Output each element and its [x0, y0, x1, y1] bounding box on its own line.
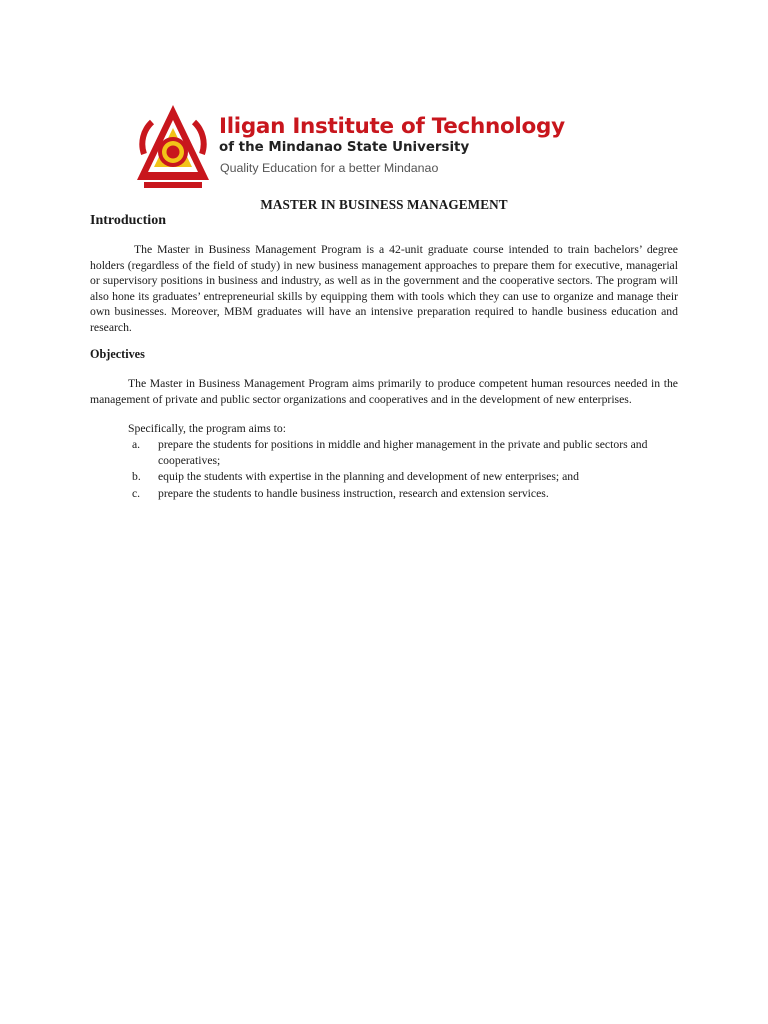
document-title: MASTER IN BUSINESS MANAGEMENT	[260, 197, 508, 212]
list-item	[132, 469, 678, 485]
list-marker: a.	[132, 438, 141, 451]
introduction-paragraph: The Master in Business Management Program is a 42-unit graduate course intended to train bachelors’ degree holders (regardless of the field of study) in new business management approaches to prepare them for executive, managerial or supervisory positions in business and industry, as well as in the government and the cooperative sectors. The program will also hone its graduates’ entrepreneurial skills by equipping them with tools which they can use to organize and manage their own businesses. Moreover, MBM graduates will have an intensive preparation required to handle business education and research.	[90, 243, 678, 334]
specific-aims-intro: Specifically, the program aims to:	[128, 422, 286, 435]
institution-tagline: Quality Education for a better Mindanao	[220, 161, 439, 175]
introduction-heading: Introduction	[90, 213, 166, 228]
iit-seal-logo-icon	[134, 102, 212, 190]
list-marker: c.	[132, 486, 141, 500]
list-marker: b.	[132, 470, 141, 484]
letterhead	[132, 102, 632, 194]
list-item	[132, 437, 678, 468]
specific-aims-list	[132, 437, 678, 502]
list-item-text: prepare the students to handle business instruction, research and extension services.	[158, 486, 549, 500]
list-item	[132, 486, 678, 502]
objectives-paragraph: The Master in Business Management Program aims primarily to produce competent human resources needed in the management of private and public sector organizations and cooperatives and in the development of new enterprises.	[90, 377, 678, 406]
parent-university: of the Mindanao State University	[219, 140, 470, 155]
institution-name: Iligan Institute of Technology	[219, 114, 565, 139]
list-item-text: equip the students with expertise in the planning and development of new enterprises; and	[158, 470, 579, 484]
objectives-heading: Objectives	[90, 347, 145, 361]
list-item-text: prepare the students for positions in middle and higher management in the private and public sectors and cooperatives;	[158, 438, 648, 467]
